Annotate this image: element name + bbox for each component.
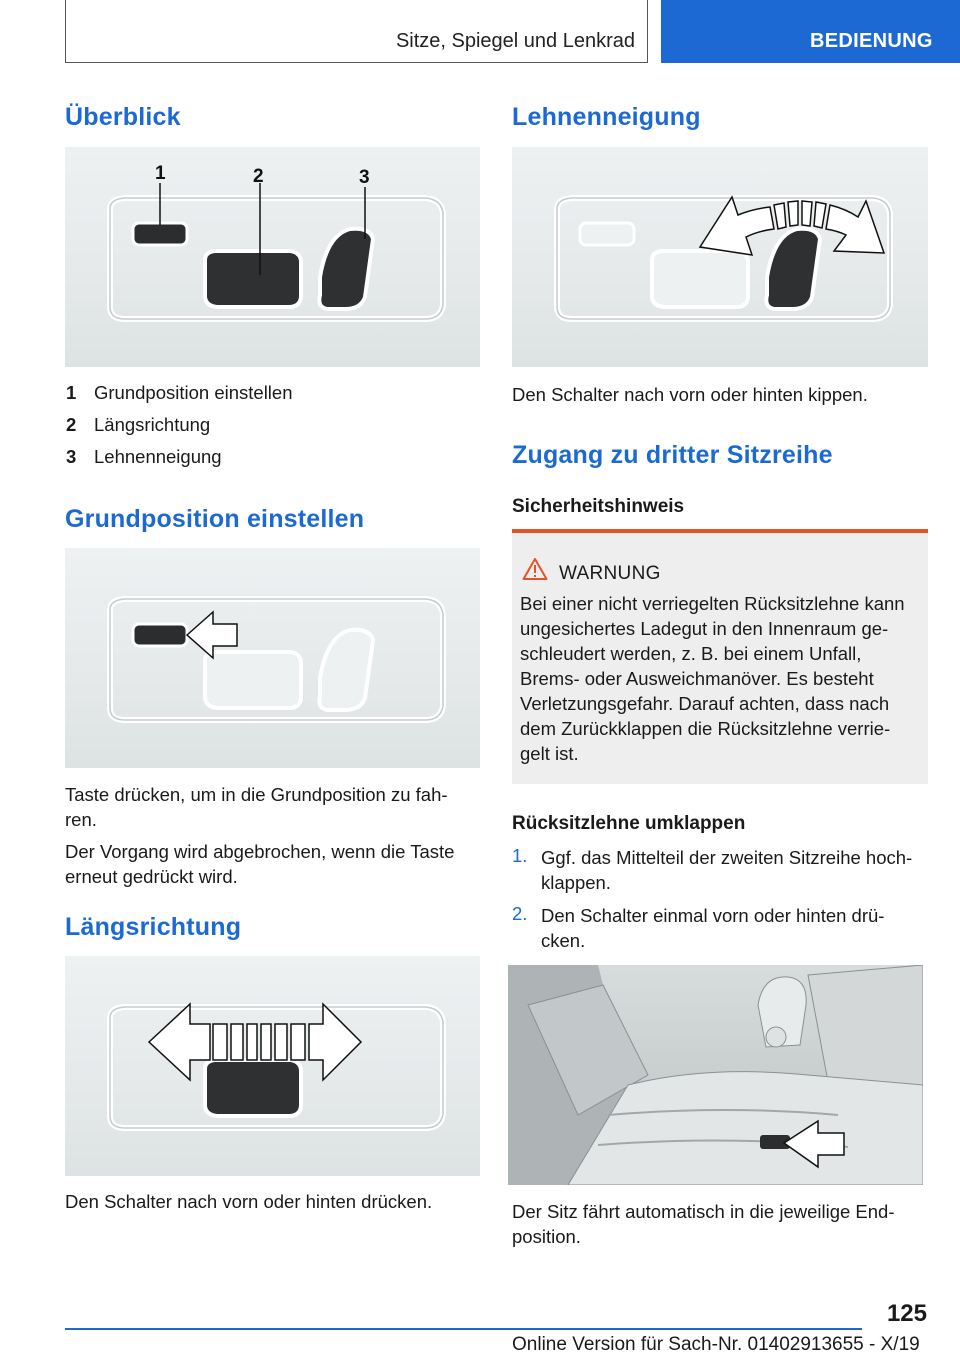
lehnen-text: Den Schalter nach vorn oder hinten kippen. [512, 384, 868, 405]
callout-3: 3 [359, 167, 370, 188]
heading-laengsrichtung: Längsrichtung [65, 913, 242, 941]
warning-text: Bei einer nicht verriegelten Rücksitzlehne kann ungesichertes Ladegut in den Innenraum ge- schleudert werden, z. B. bei einem Unfall, Brems- oder Ausweichmanöver. Es besteht Verletzungsgefahr. Darauf achten, dass nach dem Zurückklappen die Rücksitzlehne verrie- gelt ist. [520, 593, 905, 764]
step-2-line1: Den Schalter einmal vorn oder hinten drü- [541, 905, 885, 926]
grundposition-text1-line1: Taste drücken, um in die Grundposition zu fah- [65, 784, 448, 805]
figure-seat-folding [508, 965, 923, 1185]
figure-lehnenneigung [512, 147, 928, 367]
grundposition-text2-line1: Der Vorgang wird abgebrochen, wenn die Taste [65, 841, 455, 862]
heading-sicherheitshinweis: Sicherheitshinweis [512, 496, 685, 517]
heading-zugang: Zugang zu dritter Sitzreihe [512, 441, 833, 469]
step-1-line2: klappen. [541, 872, 611, 893]
page-number: 125 [886, 1300, 927, 1327]
figure-grundposition [65, 548, 480, 768]
heading-lehnenneigung: Lehnenneigung [512, 103, 701, 131]
figure-seat-switch-overview [65, 147, 480, 367]
step-2-number: 2. [512, 903, 528, 924]
warning-box [512, 529, 928, 784]
callout-1: 1 [155, 163, 166, 184]
final-text-line1: Der Sitz fährt automatisch in die jeweilige End- [512, 1201, 895, 1222]
callout-2: 2 [253, 166, 264, 187]
figure-laengsrichtung [65, 956, 480, 1176]
heading-umklappen: Rücksitzlehne umklappen [512, 813, 746, 834]
final-text-line2: position. [512, 1226, 581, 1247]
grundposition-text2-line2: erneut gedrückt wird. [65, 866, 238, 887]
header-chapter: Sitze, Spiegel und Lenkrad [395, 30, 635, 52]
footer-divider [65, 1328, 862, 1330]
heading-grundposition: Grundposition einstellen [65, 505, 365, 533]
step-2-line2: cken. [541, 930, 586, 951]
header-chapter-box [65, 0, 648, 63]
footer-text: Online Version für Sach-Nr. 01402913655 - X/19 [512, 1334, 920, 1355]
grundposition-text1-line2: ren. [65, 809, 97, 830]
header-section-box [661, 0, 960, 63]
heading-ueberblick: Überblick [65, 103, 181, 131]
laengs-text: Den Schalter nach vorn oder hinten drücken. [65, 1191, 433, 1212]
header-section: BEDIENUNG [810, 30, 933, 52]
step-1-number: 1. [512, 845, 528, 866]
step-1-line1: Ggf. das Mittelteil der zweiten Sitzreihe hoch- [541, 847, 913, 868]
warning-title: WARNUNG [559, 563, 661, 584]
warning-triangle-icon [522, 557, 548, 581]
